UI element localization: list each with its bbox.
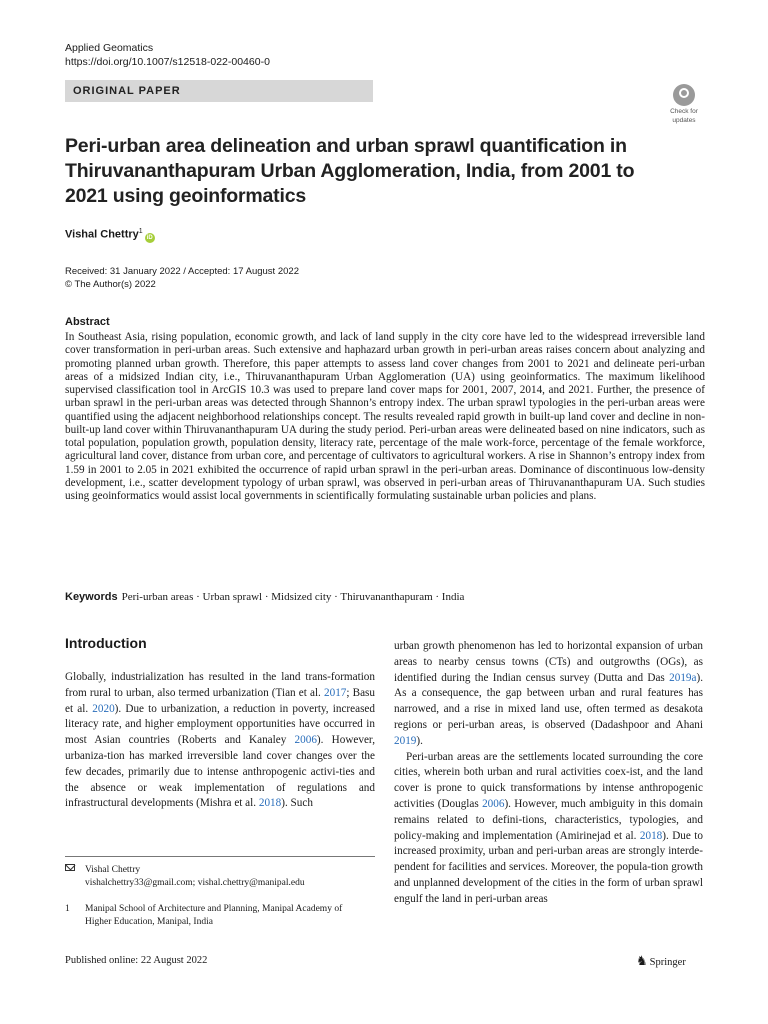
author-line <box>65 228 155 243</box>
published-date: Published online: 22 August 2022 <box>65 955 208 966</box>
citation-link[interactable]: 2019a <box>669 671 697 684</box>
badge-line1: Check for <box>670 108 698 115</box>
springer-horse-icon: ♞ <box>636 953 648 968</box>
corresponding-author-footnote <box>65 864 375 889</box>
citation-link[interactable]: 2006 <box>482 797 505 810</box>
check-for-updates-badge[interactable] <box>664 84 704 128</box>
doi-link[interactable]: https://doi.org/10.1007/s12518-022-00460-0 <box>65 56 270 68</box>
envelope-icon <box>65 864 75 871</box>
badge-line2: updates <box>672 117 696 124</box>
corresponding-author-email[interactable]: vishalchettry33@gmail.com; vishal.chettry@manipal.edu <box>85 877 305 888</box>
article-type-banner: ORIGINAL PAPER <box>65 80 373 102</box>
publisher-logo <box>636 953 686 969</box>
intro-paragraph-1: Globally, industrialization has resulted in the land trans-formation from rural to urban, also termed urbanization (Tian et al. 2017; Basu et al. 2020). Due to urbanization, a reduction in poverty, increased literacy rate, and higher employment opportunities have occurred in most Asian countries (Roberts and Kanaley 2006). However, urbaniza-tion has marked irreversible land cover changes over the few decades, primarily due to intense anthropogenic activi-ties and the absence or weak implementation of regulations and infrastructural developments (Mishra et al. 2018). Such <box>65 671 376 810</box>
article-dates <box>65 265 299 291</box>
received-accepted: Received: 31 January 2022 / Accepted: 17 August 2022 <box>65 266 299 277</box>
intro-paragraph-3: Peri-urban areas are the settlements located surrounding the core cities, wherein both urban and rural activities coex-ist, and the land cover is prone to quick transformations by intense anthropogenic activities (Douglas 2006). However, much ambiguity in this domain remains related to defini-tions, characteristics, typologies, and policy-making and implementation (Amirinejad et al. 2018). Due to increased proximity, urban and peri-urban areas are strongly interde-pendent for facilities and services. Moreover, the popula-tion growth and unplanned development of the cities in the form of urban sprawl engulf the land in peri-urban areas <box>394 750 703 905</box>
citation-link[interactable]: 2020 <box>92 702 115 715</box>
footnote-divider <box>65 856 375 857</box>
orcid-icon[interactable]: iD <box>146 234 153 241</box>
author-affil-mark: 1 <box>138 228 143 235</box>
copyright: © The Author(s) 2022 <box>65 279 156 290</box>
corresponding-author-name: Vishal Chettry <box>85 865 141 875</box>
author-name[interactable]: Vishal Chettry <box>65 228 139 241</box>
keywords-label: Keywords <box>65 591 118 603</box>
citation-link[interactable]: 2017 <box>324 686 347 699</box>
citation-link[interactable]: 2018 <box>258 797 282 810</box>
paper-title: Peri-urban area delineation and urban sprawl quantification in Thiruvananthapuram Urban Agglomeration, India, from 2001 to 2021 using geoinformatics <box>65 135 635 207</box>
affiliation-mark: 1 <box>65 904 70 914</box>
publisher-name: Springer <box>649 957 686 968</box>
journal-name: Applied Geomatics <box>65 42 154 54</box>
affiliation-text: Manipal School of Architecture and Planning, Manipal Academy of Higher Education, Manipal, India <box>85 904 343 927</box>
introduction-heading: Introduction <box>65 635 147 651</box>
journal-header <box>65 41 270 69</box>
check-updates-icon <box>673 84 695 106</box>
intro-right-column <box>394 639 703 908</box>
abstract-heading: Abstract <box>65 316 110 328</box>
intro-paragraph-2: urban growth phenomenon has led to horizontal expansion of urban areas to nearby census towns (CTs) and outgrowths (OGs), as identified during the Indian census survey (Dutta and Das 2019a). As a consequence, the gap between urban and rural features has narrowed, and a rise in mixed land use, often termed as desakota regions or peri-urban areas, is observed (Dadashpoor and Ahani 2019). <box>394 640 703 747</box>
keywords <box>65 591 705 603</box>
citation-link[interactable]: 2018 <box>639 829 663 842</box>
citation-link[interactable]: 2006 <box>294 734 317 747</box>
keywords-list: Peri-urban areas · Urban sprawl · Midsized city · Thiruvananthapuram · India <box>121 591 465 603</box>
affiliation-footnote <box>65 903 375 928</box>
abstract-text: In Southeast Asia, rising population, economic growth, and lack of land supply in the city core have led to the widespread irreversible land cover transformation in peri-urban areas. Such extensive and haphazard urban growth in peri-urban areas raises concern about analyzing and promoting planned urban growth. Therefore, this paper attempts to assess land cover changes from 2001 to 2021 and delineate peri-urban areas of a midsized Indian city, i.e., Thiruvananthapuram Urban Agglomeration (UA) using geoinformatics. The maximum likelihood supervised classification tool in ArcGIS 10.3 was used to prepare land cover maps for 2001, 2007, 2014, and 2021. Further, the presence of urban sprawl in the peri-urban areas was detected through Shannon’s entropy index. The urban sprawl typologies in the peri-urban areas were quantified using the adjacent neighborhood relationships concept. The results revealed rapid growth in built-up land cover and decline in non-built-up land cover within Thiruvananthapuram UA during the study period. Peri-urban areas were delineated based on nine indicators, such as total population, population growth, population density, literacy rate, percentage of the male work-force, percentage of the female workforce, agricultural land cover, distance from urban core, and percentage of cultivators to agricultural workers. A rise in Shannon’s entropy index from 1.59 in 2001 to 2.05 in 2021 exhibited the occurrence of rapid urban sprawl in the peri-urban areas. Dominance of discontinuous low-density development, i.e., scatter development typology of urban sprawl, was observed in peri-urban areas of Thiruvananthapuram UA. Such studies using geoinformatics would assist local governments in scientifically formulating sustainable urban policies and plans. <box>65 331 705 502</box>
citation-link[interactable]: 2019 <box>394 734 417 747</box>
intro-left-column <box>65 670 375 812</box>
